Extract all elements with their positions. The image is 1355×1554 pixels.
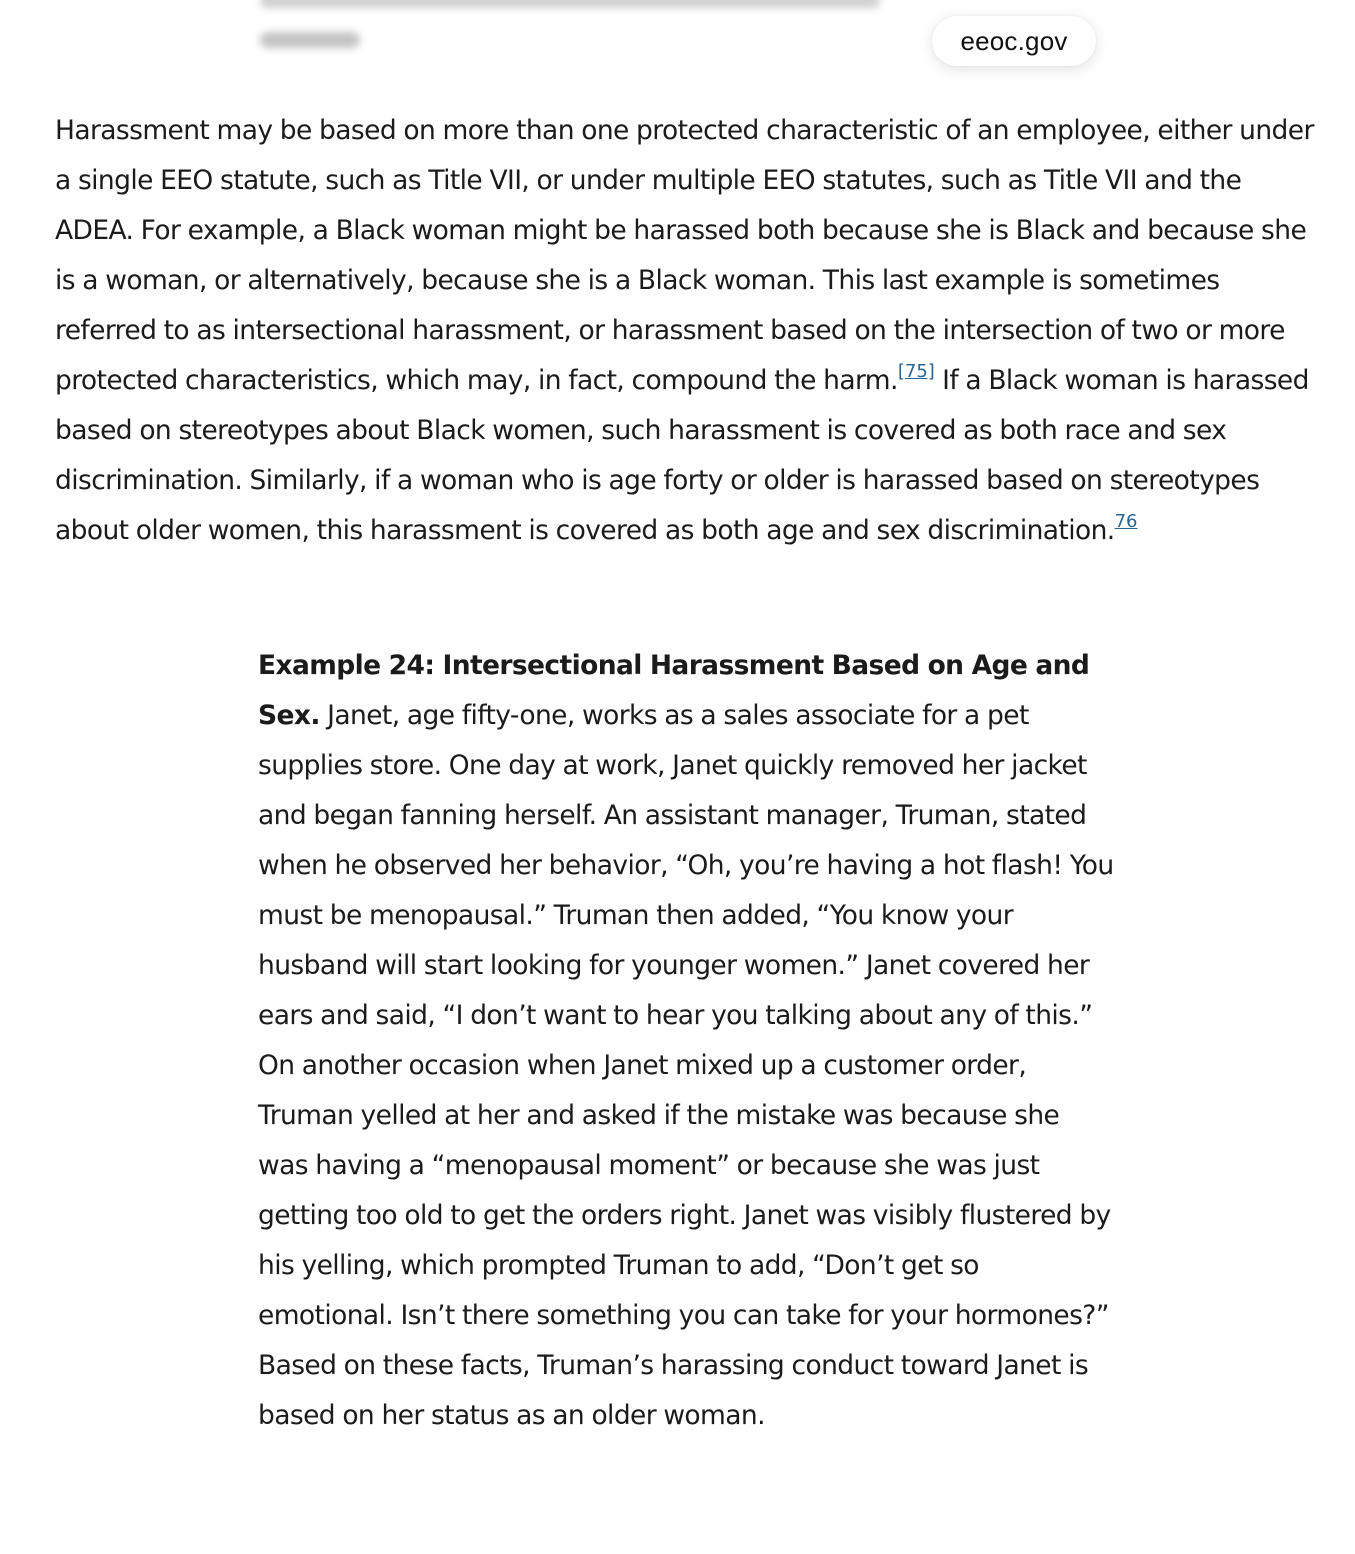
blurred-previous-text bbox=[260, 0, 900, 62]
example-body: Janet, age fifty-one, works as a sales associate for a pet supplies store. One day at work, Janet quickly removed her jacket and began fanning herself. An assistant manager, Truman, stated when he observed her behavior, “Oh, you’re having a hot flash! You must be menopausal.” Truman then added, “You know your husband will start looking for younger women.” Janet covered her ears and said, “I don’t want to hear you talking about any of this.” On another occasion when Janet mixed up a customer order, Truman yelled at her and asked if the mistake was because she was having a “menopausal moment” or because she was just getting too old to get the orders right. Janet was visibly flustered by his yelling, which prompted Truman to add, “Don’t get so emotional. Isn’t there something you can take for your hormones?” Based on these facts, Truman’s harassing conduct toward Janet is based on her status as an older woman. bbox=[258, 700, 1114, 1431]
footnote-76-link[interactable]: 76 bbox=[1114, 511, 1138, 532]
url-bar[interactable] bbox=[932, 16, 1096, 66]
blurred-text-line bbox=[260, 32, 360, 48]
paragraph-text-part2: If a Black woman is harassed based on stereotypes about Black women, such harassment is covered as both race and sex discrimination. Similarly, if a woman who is age forty or older is harassed based on stereotypes about older women, this harassment is covered as both age and sex discrimination. bbox=[55, 365, 1309, 546]
footnote-75-link[interactable]: [75] bbox=[897, 361, 935, 382]
blurred-text-line bbox=[260, 0, 880, 8]
url-label: eeoc.gov bbox=[960, 25, 1068, 56]
example-title: Example 24: Intersectional Harassment Based on Age and Sex. bbox=[258, 650, 1090, 731]
paragraph-text-part1: Harassment may be based on more than one protected characteristic of an employee, either under a single EEO statute, such as Title VII, or under multiple EEO statutes, such as Title VII and the ADEA. For example, a Black woman might be harassed both because she is Black and because she is a woman, or alternatively, because she is a Black woman. This last example is sometimes referred to as intersectional harassment, or harassment based on the intersection of two or more protected characteristics, which may, in fact, compound the harm. bbox=[55, 115, 1314, 396]
article-paragraph bbox=[55, 106, 1317, 556]
example-block bbox=[258, 641, 1116, 1441]
